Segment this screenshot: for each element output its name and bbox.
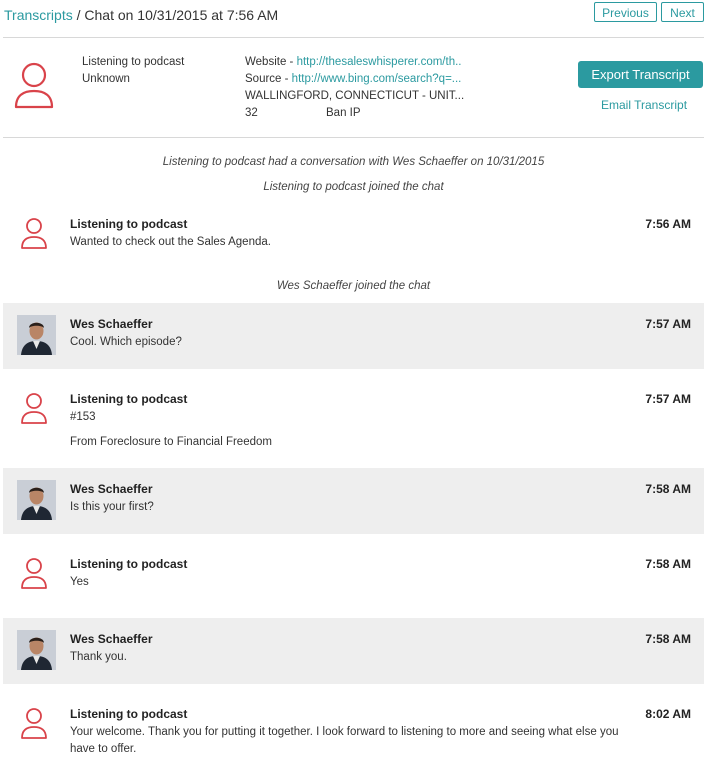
user-outline-icon [20,557,48,589]
message-time: 7:57 AM [645,317,691,331]
message-text [70,499,630,524]
message-line: #153 [70,411,96,423]
website-label: Website - [245,56,297,68]
email-transcript-link[interactable]: Email Transcript [601,98,688,112]
user-outline-icon [20,217,48,249]
visitor-name: Listening to podcast [82,56,185,68]
message-line: Wanted to check out the Sales Agenda. [70,236,271,248]
message-time: 7:57 AM [645,392,691,406]
source-link[interactable]: http://www.bing.com/search?q=... [291,73,462,85]
chat-message [3,378,704,460]
message-line: From Foreclosure to Financial Freedom [70,436,272,448]
message-line: Is this your first? [70,501,154,513]
visitor-location: WALLINGFORD, CONNECTICUT - UNIT... [245,90,465,102]
message-text [70,334,630,359]
message-line: Your welcome. Thank you for putting it together. I look forward to listening to more and seeing what else you have to offer. [70,726,619,755]
message-line: Cool. Which episode? [70,336,182,348]
message-text [70,649,630,674]
message-text [70,409,630,459]
website-link[interactable]: http://thesaleswhisperer.com/th.. [296,56,462,68]
message-sender: Listening to podcast [70,707,188,721]
message-time: 8:02 AM [645,707,691,721]
chat-message [3,203,704,259]
chat-message [3,543,704,609]
website-row [245,56,461,68]
agent-joined-notice: Wes Schaeffer joined the chat [276,280,431,292]
user-outline-icon [20,392,48,424]
message-time: 7:58 AM [645,632,691,646]
chat-message [3,303,704,369]
visitor-count: 32 [245,107,258,119]
breadcrumb [4,7,278,23]
source-label: Source - [245,73,292,85]
message-sender: Listening to podcast [70,217,188,231]
message-sender: Wes Schaeffer [70,317,153,331]
visitor-joined-notice: Listening to podcast joined the chat [263,181,444,193]
breadcrumb-transcripts-link[interactable]: Transcripts [4,7,73,23]
agent-photo-avatar [17,630,56,670]
message-line: Thank you. [70,651,127,663]
export-transcript-button[interactable]: Export Transcript [578,61,703,88]
visitor-avatar-icon [14,61,54,109]
message-sender: Listening to podcast [70,557,188,571]
next-button[interactable]: Next [661,2,704,22]
message-sender: Listening to podcast [70,392,188,406]
message-line: Yes [70,576,89,588]
agent-photo-avatar [17,480,56,520]
chat-message [3,693,704,769]
message-text [70,234,630,259]
source-row [245,73,461,85]
message-time: 7:58 AM [645,482,691,496]
previous-button[interactable]: Previous [594,2,657,22]
info-divider [3,137,704,138]
visitor-status: Unknown [82,73,130,85]
ban-ip-link[interactable]: Ban IP [326,107,361,119]
message-text [70,574,630,599]
message-sender: Wes Schaeffer [70,632,153,646]
header-divider [3,37,704,38]
agent-photo-avatar [17,315,56,355]
chat-message [3,618,704,684]
breadcrumb-current: / Chat on 10/31/2015 at 7:56 AM [72,7,279,23]
message-text [70,724,630,766]
message-time: 7:58 AM [645,557,691,571]
chat-message [3,468,704,534]
user-outline-icon [20,707,48,739]
message-time: 7:56 AM [645,217,691,231]
conversation-summary: Listening to podcast had a conversation with Wes Schaeffer on 10/31/2015 [162,156,545,168]
message-sender: Wes Schaeffer [70,482,153,496]
